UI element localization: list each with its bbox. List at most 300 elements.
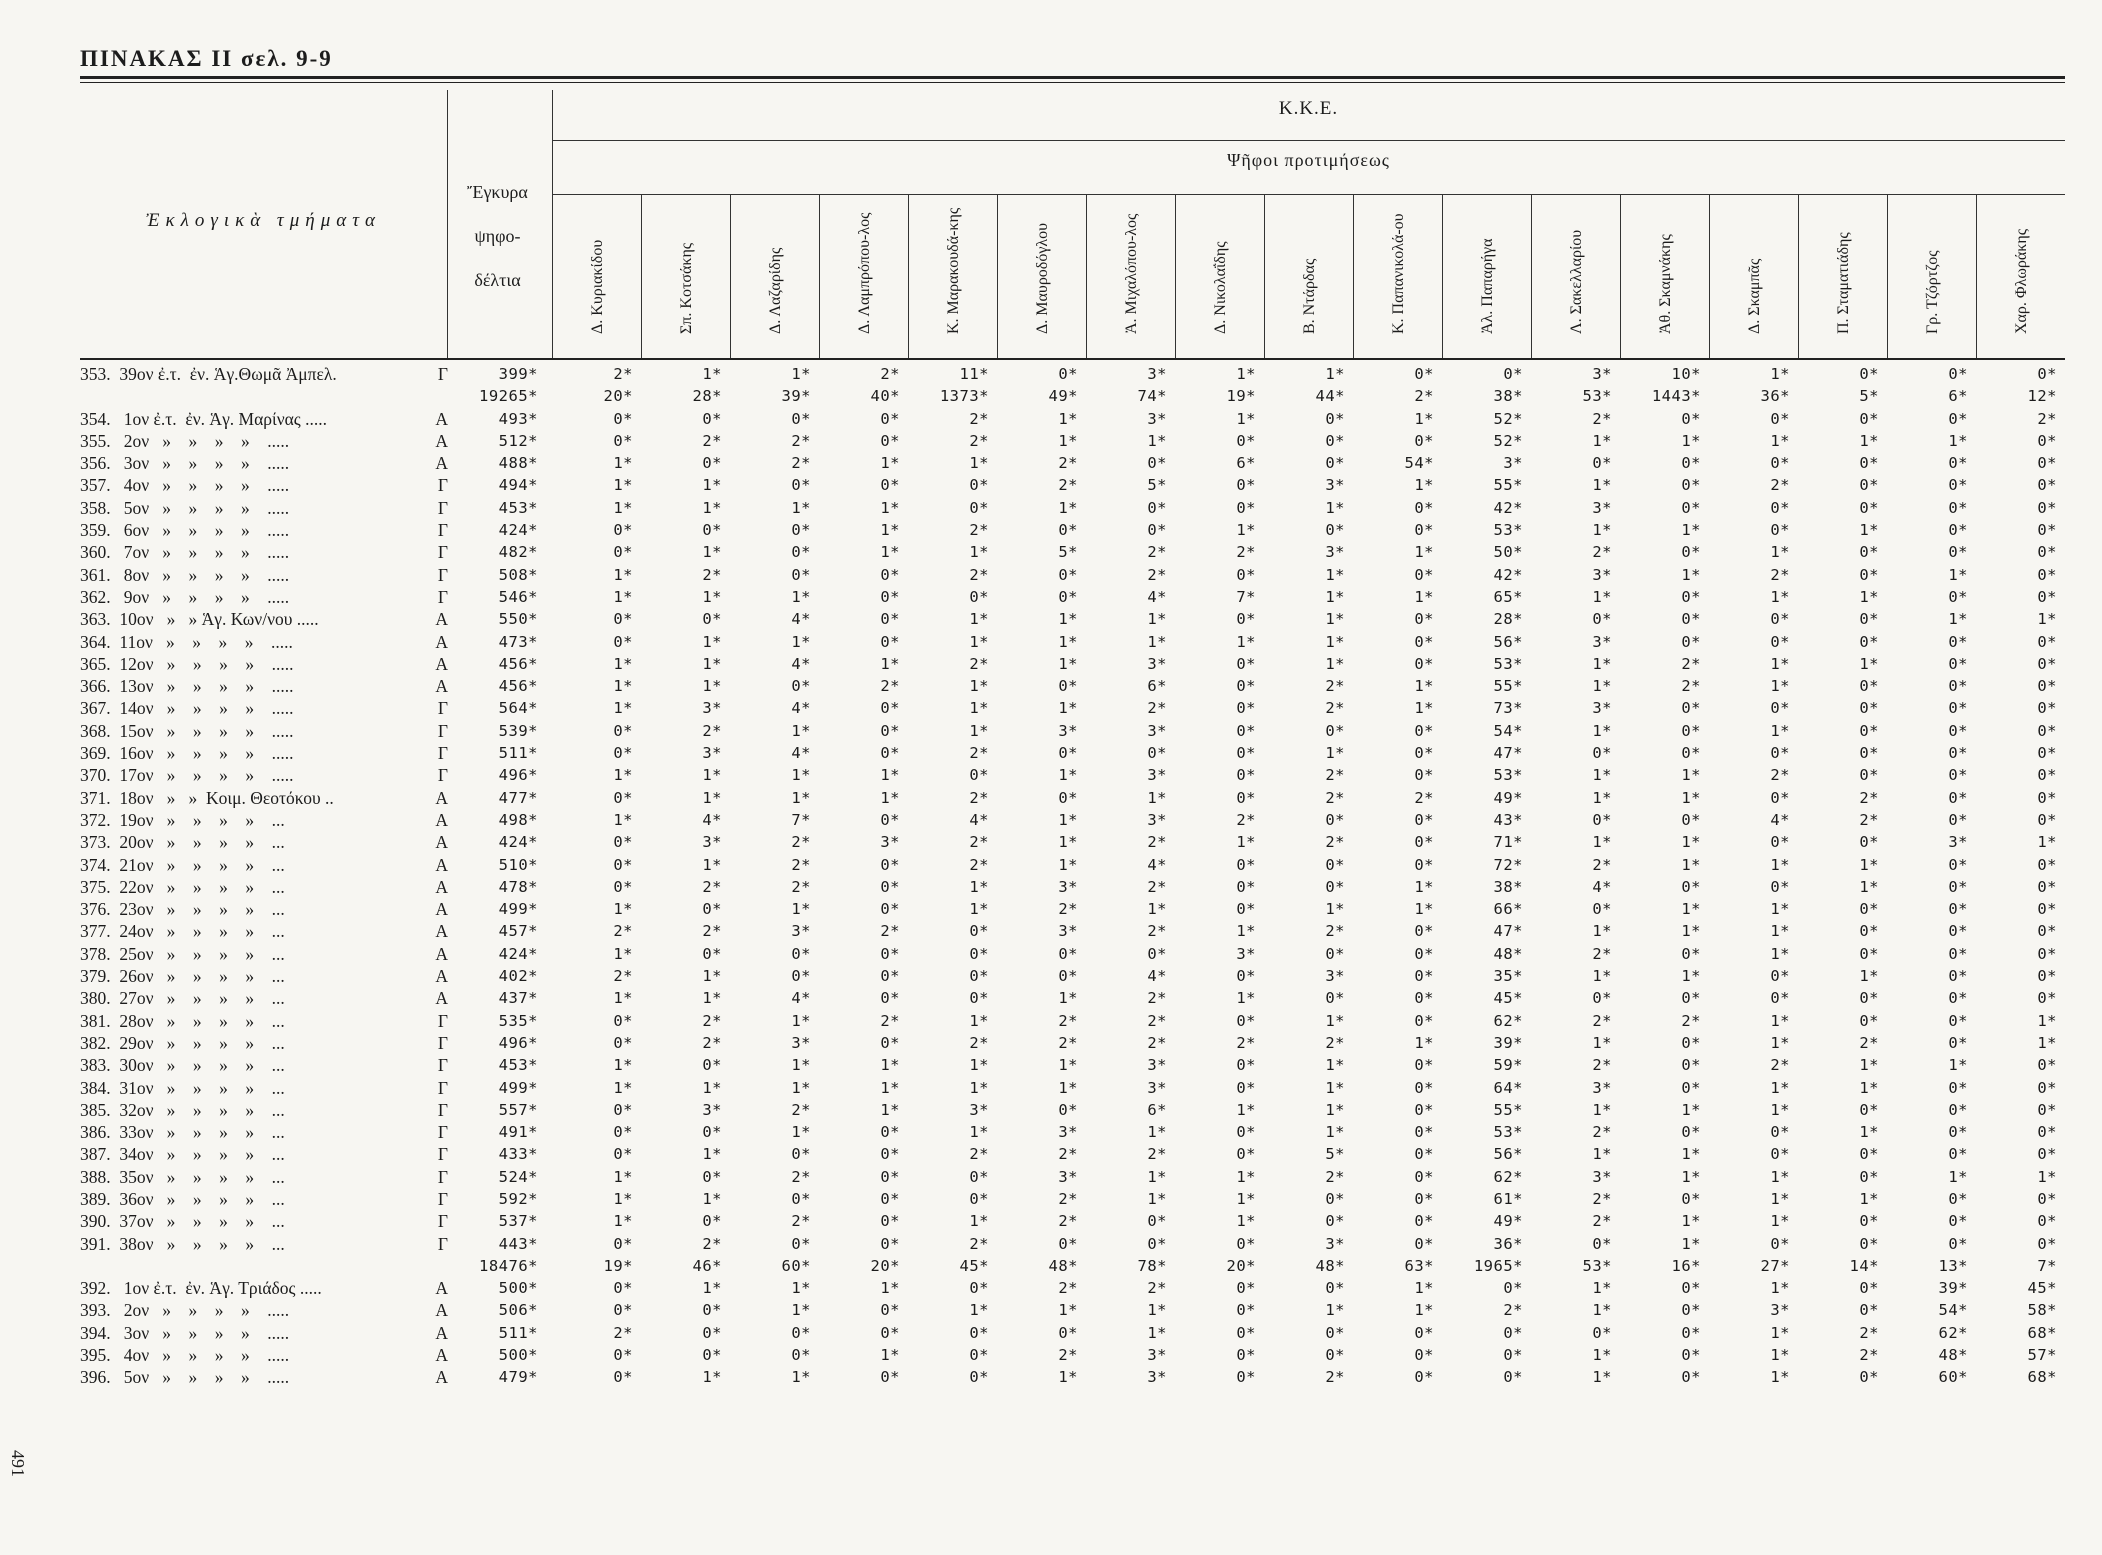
vote-cell: 1* [791, 498, 811, 517]
vote-cell: 0* [2037, 788, 2057, 807]
vote-cell: 0* [1236, 699, 1256, 718]
vote-cell: 1* [1236, 1167, 1256, 1186]
vote-cell: 1* [702, 654, 722, 673]
vote-cell: 0* [1770, 521, 1790, 540]
vote-cell: 4* [1147, 587, 1167, 606]
vote-cell: 0* [1503, 1279, 1523, 1298]
candidate-header [1175, 194, 1265, 358]
vote-cell: 71* [1493, 833, 1523, 852]
district-label-cell [80, 943, 452, 965]
candidate-header [641, 194, 731, 358]
vote-cell: 0* [1948, 543, 1968, 562]
vote-cell: 0* [2037, 1189, 2057, 1208]
vote-cell: 3* [969, 1100, 989, 1119]
vote-cell: 54* [1493, 721, 1523, 740]
district-code: Α [435, 1322, 448, 1343]
vote-cell: 1* [791, 1056, 811, 1075]
district-label-cell [80, 1188, 452, 1210]
vote-cell: 1* [1948, 610, 1968, 629]
vote-cell: 0* [613, 721, 633, 740]
valid-ballots-cell: 488* [498, 454, 538, 473]
vote-cell: 0* [1948, 699, 1968, 718]
vote-cell: 1* [702, 1368, 722, 1387]
vote-cell: 0* [702, 1346, 722, 1365]
vote-cell: 2* [1325, 699, 1345, 718]
vote-cell: 0* [1859, 409, 1879, 428]
district-label: 358. 5ον » » » » ..... [80, 497, 290, 518]
district-label: 363. 10ον » » Ἁγ. Κων/νου ..... [80, 609, 319, 630]
district-code: Α [435, 966, 448, 987]
vote-cell: 1* [1770, 677, 1790, 696]
valid-ballots-cell: 500* [498, 1279, 538, 1298]
vote-cell: 3* [1236, 944, 1256, 963]
vote-cell: 1* [613, 677, 633, 696]
vote-cell: 47* [1493, 922, 1523, 941]
table-row [80, 764, 2065, 786]
vote-cell: 3* [702, 699, 722, 718]
vote-cell: 1* [1147, 431, 1167, 450]
vote-cell: 1* [1859, 654, 1879, 673]
valid-ballots-cell: 18476* [479, 1256, 538, 1275]
district-label-cell [80, 1210, 452, 1232]
vote-cell: 0* [1325, 454, 1345, 473]
district-code: Γ [437, 1188, 448, 1209]
vote-cell: 0* [1948, 788, 1968, 807]
vote-cell: 53* [1493, 1123, 1523, 1142]
vote-cell: 0* [1681, 989, 1701, 1008]
vote-cell: 2* [613, 365, 633, 383]
valid-ballots-cell: 482* [498, 543, 538, 562]
district-label-cell [80, 474, 452, 496]
vote-cell: 0* [880, 587, 900, 606]
vote-cell: 0* [1236, 1301, 1256, 1320]
district-label-cell [80, 1143, 452, 1165]
vote-cell: 0* [1414, 967, 1434, 986]
district-label-cell [80, 1277, 452, 1299]
valid-ballots-cell: 443* [498, 1234, 538, 1253]
vote-cell: 0* [880, 989, 900, 1008]
vote-cell: 1* [702, 788, 722, 807]
vote-cell: 3* [1058, 1123, 1078, 1142]
valid-ballots-cell: 510* [498, 855, 538, 874]
vote-cell: 2* [969, 431, 989, 450]
vote-cell: 0* [1058, 521, 1078, 540]
vote-cell: 42* [1493, 498, 1523, 517]
vote-cell: 1* [613, 900, 633, 919]
vote-cell: 2* [2037, 409, 2057, 428]
table-row [80, 519, 2065, 541]
table-row [80, 1077, 2065, 1099]
vote-cell: 1* [702, 677, 722, 696]
vote-cell: 0* [1859, 498, 1879, 517]
vote-cell: 0* [880, 565, 900, 584]
vote-cell: 1* [613, 498, 633, 517]
vote-cell: 2* [1592, 1189, 1612, 1208]
vote-cell: 1* [1147, 610, 1167, 629]
vote-cell: 0* [1770, 1123, 1790, 1142]
vote-cell: 0* [1414, 944, 1434, 963]
vote-cell: 0* [880, 1301, 900, 1320]
vote-cell: 1* [1236, 1189, 1256, 1208]
valid-ballots-cell: 457* [498, 922, 538, 941]
vote-cell: 0* [1859, 833, 1879, 852]
district-code: Α [435, 899, 448, 920]
valid-ballots-line-1: Ἔγκυρα [467, 182, 528, 202]
vote-cell: 1* [1770, 900, 1790, 919]
vote-cell: 1* [1236, 409, 1256, 428]
vote-cell: 1* [1681, 1145, 1701, 1164]
vote-cell: 2* [1414, 387, 1434, 406]
top-rule [80, 76, 2065, 79]
district-label-cell [80, 764, 452, 786]
vote-cell: 0* [1503, 1323, 1523, 1342]
vote-cell: 3* [1592, 498, 1612, 517]
candidate-header [1887, 194, 1977, 358]
vote-cell: 1* [969, 454, 989, 473]
vote-cell: 0* [2037, 1145, 2057, 1164]
table-row [80, 1143, 2065, 1165]
vote-cell: 0* [1681, 699, 1701, 718]
vote-cell: 0* [2037, 1234, 2057, 1253]
district-label-cell [80, 742, 452, 764]
vote-cell: 0* [1592, 989, 1612, 1008]
vote-cell: 2* [702, 721, 722, 740]
vote-cell: 1* [880, 766, 900, 785]
district-code: Γ [437, 564, 448, 585]
district-label: 357. 4ον » » » » ..... [80, 475, 290, 496]
district-code: Γ [437, 720, 448, 741]
vote-cell: 1* [969, 877, 989, 896]
vote-cell: 0* [613, 788, 633, 807]
valid-ballots-cell: 506* [498, 1301, 538, 1320]
vote-cell: 0* [1859, 632, 1879, 651]
vote-cell: 1* [1770, 922, 1790, 941]
vote-cell: 0* [613, 632, 633, 651]
total-row [80, 1255, 2065, 1277]
vote-cell: 0* [1414, 610, 1434, 629]
vote-cell: 2* [1147, 1279, 1167, 1298]
vote-cell: 4* [702, 810, 722, 829]
vote-cell: 0* [1770, 788, 1790, 807]
district-code: Γ [437, 1077, 448, 1098]
vote-cell: 42* [1493, 565, 1523, 584]
table-row [80, 1299, 2065, 1321]
vote-cell: 3* [1325, 1234, 1345, 1253]
vote-cell: 1* [880, 654, 900, 673]
vote-cell: 0* [1325, 409, 1345, 428]
vote-cell: 1* [1147, 900, 1167, 919]
table-row [80, 430, 2065, 452]
vote-cell: 1* [791, 1279, 811, 1298]
vote-cell: 0* [1147, 498, 1167, 517]
district-code: Γ [437, 520, 448, 541]
valid-ballots-cell: 499* [498, 900, 538, 919]
vote-cell: 1* [880, 521, 900, 540]
vote-cell: 2* [1592, 1011, 1612, 1030]
vote-cell: 2* [1770, 1056, 1790, 1075]
district-code: Α [435, 676, 448, 697]
vote-cell: 3* [1147, 810, 1167, 829]
table-row [80, 452, 2065, 474]
vote-cell: 0* [1948, 877, 1968, 896]
vote-cell: 0* [969, 1167, 989, 1186]
vote-cell: 0* [1681, 632, 1701, 651]
table-row [80, 854, 2065, 876]
table-row [80, 1210, 2065, 1232]
vote-cell: 2* [791, 855, 811, 874]
vote-cell: 1* [702, 498, 722, 517]
vote-cell: 1* [1859, 1078, 1879, 1097]
vote-cell: 0* [1503, 1346, 1523, 1365]
vote-cell: 0* [791, 1145, 811, 1164]
vote-cell: 0* [791, 521, 811, 540]
vote-cell: 55* [1493, 1100, 1523, 1119]
vote-cell: 0* [1058, 944, 1078, 963]
vote-cell: 12* [2027, 387, 2057, 406]
vote-cell: 1* [702, 365, 722, 383]
vote-cell: 2* [1325, 788, 1345, 807]
vote-cell: 0* [1770, 833, 1790, 852]
valid-ballots-cell: 498* [498, 810, 538, 829]
vote-cell: 1* [969, 900, 989, 919]
vote-cell: 56* [1493, 632, 1523, 651]
vote-cell: 0* [2037, 944, 2057, 963]
valid-ballots-cell: 537* [498, 1212, 538, 1231]
candidate-header [1264, 194, 1354, 358]
vote-cell: 1* [1414, 900, 1434, 919]
vote-cell: 0* [702, 610, 722, 629]
vote-cell: 0* [2037, 543, 2057, 562]
vote-cell: 0* [791, 543, 811, 562]
district-label-cell [80, 586, 452, 608]
vote-cell: 0* [880, 1145, 900, 1164]
vote-cell: 3* [1592, 1078, 1612, 1097]
vote-cell: 0* [880, 967, 900, 986]
vote-cell: 1443* [1651, 387, 1701, 406]
vote-cell: 1* [969, 543, 989, 562]
vote-cell: 4* [1147, 967, 1167, 986]
vote-cell: 1* [702, 766, 722, 785]
district-label-cell [80, 1233, 452, 1255]
vote-cell: 2* [1058, 1033, 1078, 1052]
vote-cell: 27* [1760, 1256, 1790, 1275]
vote-cell: 1* [1058, 855, 1078, 874]
vote-cell: 1* [1325, 632, 1345, 651]
vote-cell: 0* [2037, 766, 2057, 785]
valid-ballots-cell: 19265* [479, 387, 538, 406]
district-label: 384. 31ον » » » » ... [80, 1077, 285, 1098]
vote-cell: 0* [1681, 944, 1701, 963]
vote-cell: 3* [1147, 721, 1167, 740]
vote-cell: 1* [702, 543, 722, 562]
vote-cell: 53* [1493, 766, 1523, 785]
vote-cell: 1* [1414, 699, 1434, 718]
vote-cell: 0* [1681, 877, 1701, 896]
vote-cell: 16* [1671, 1256, 1701, 1275]
district-label-cell [80, 787, 452, 809]
vote-cell: 0* [1859, 721, 1879, 740]
vote-cell: 0* [1058, 1100, 1078, 1119]
vote-cell: 0* [791, 1189, 811, 1208]
district-label: 364. 11ον » » » » ..... [80, 631, 293, 652]
vote-cell: 0* [1325, 1346, 1345, 1365]
table-row [80, 720, 2065, 742]
vote-cell: 53* [1582, 1256, 1612, 1275]
vote-cell: 2* [613, 1323, 633, 1342]
page-title: ΠΙΝΑΚΑΣ ΙΙ σελ. 9-9 [80, 46, 333, 71]
vote-cell: 0* [880, 855, 900, 874]
vote-cell: 1* [1414, 877, 1434, 896]
vote-cell: 0* [1859, 1279, 1879, 1298]
vote-cell: 1* [969, 1301, 989, 1320]
vote-cell: 0* [1859, 1100, 1879, 1119]
vote-cell: 2* [1147, 1033, 1167, 1052]
vote-cell: 0* [2037, 721, 2057, 740]
vote-cell: 1* [1236, 365, 1256, 383]
vote-cell: 1* [880, 498, 900, 517]
vote-cell: 0* [1859, 454, 1879, 473]
vote-cell: 0* [1592, 744, 1612, 763]
vote-cell: 0* [613, 1301, 633, 1320]
vote-cell: 3* [1147, 766, 1167, 785]
vote-cell: 0* [969, 989, 989, 1008]
vote-cell: 0* [1414, 1123, 1434, 1142]
vote-cell: 2* [791, 833, 811, 852]
vote-cell: 2* [1325, 1033, 1345, 1052]
vote-cell: 1* [1325, 587, 1345, 606]
vote-cell: 3* [1058, 1167, 1078, 1186]
vote-cell: 0* [1859, 565, 1879, 584]
vote-cell: 2* [702, 1011, 722, 1030]
vote-cell: 1* [613, 810, 633, 829]
vote-cell: 1* [791, 1368, 811, 1387]
vote-cell: 0* [1236, 1078, 1256, 1097]
vote-cell: 3* [1147, 409, 1167, 428]
vote-cell: 0* [1414, 1145, 1434, 1164]
vote-cell: 1* [1414, 587, 1434, 606]
vote-cell: 0* [1948, 721, 1968, 740]
candidate-name: Κ. Παπανικολά-ου [1389, 213, 1407, 334]
vote-cell: 0* [1770, 877, 1790, 896]
vote-cell: 3* [1058, 922, 1078, 941]
valid-ballots-cell: 424* [498, 833, 538, 852]
vote-cell: 0* [791, 476, 811, 495]
vote-cell: 1* [1770, 1189, 1790, 1208]
vote-cell: 0* [1325, 1279, 1345, 1298]
vote-cell: 10* [1671, 365, 1701, 383]
vote-cell: 3* [1503, 454, 1523, 473]
vote-cell: 2* [969, 788, 989, 807]
vote-cell: 1* [1147, 1323, 1167, 1342]
vote-cell: 0* [1236, 1011, 1256, 1030]
vote-cell: 0* [1236, 766, 1256, 785]
vote-cell: 1* [1948, 565, 1968, 584]
district-code: Γ [437, 1055, 448, 1076]
vote-cell: 1* [1681, 855, 1701, 874]
candidate-name: Δ. Σκαμπᾶς [1745, 258, 1763, 334]
vote-cell: 2* [1147, 922, 1167, 941]
vote-cell: 1* [1236, 632, 1256, 651]
vote-cell: 0* [1948, 1234, 1968, 1253]
table-row [80, 1366, 2065, 1388]
vote-cell: 2* [1859, 1346, 1879, 1365]
vote-cell: 0* [880, 1368, 900, 1387]
district-label-cell [80, 965, 452, 987]
results-table-body [80, 363, 2065, 1389]
vote-cell: 58* [2027, 1301, 2057, 1320]
vote-cell: 0* [2037, 498, 2057, 517]
vote-cell: 0* [880, 877, 900, 896]
vote-cell: 6* [1236, 454, 1256, 473]
vote-cell: 48* [1493, 944, 1523, 963]
valid-ballots-cell: 535* [498, 1011, 538, 1030]
valid-ballots-cell: 424* [498, 944, 538, 963]
vote-cell: 1* [1236, 922, 1256, 941]
vote-cell: 39* [781, 387, 811, 406]
vote-cell: 2* [1236, 810, 1256, 829]
valid-ballots-cell: 499* [498, 1078, 538, 1097]
vote-cell: 2* [1058, 1279, 1078, 1298]
vote-cell: 0* [1592, 900, 1612, 919]
vote-cell: 2* [1147, 1011, 1167, 1030]
vote-cell: 1* [1770, 944, 1790, 963]
vote-cell: 0* [2037, 521, 2057, 540]
vote-cell: 0* [1948, 989, 1968, 1008]
district-label: 371. 18ον » » Κοιμ. Θεοτόκου .. [80, 787, 334, 808]
vote-cell: 1* [1681, 900, 1701, 919]
vote-cell: 0* [1325, 877, 1345, 896]
vote-cell: 48* [1938, 1346, 1968, 1365]
candidate-name: Γρ. Τζόρτζος [1923, 250, 1941, 334]
vote-cell: 1* [1592, 1145, 1612, 1164]
district-label-cell [80, 1121, 452, 1143]
vote-cell: 0* [1414, 632, 1434, 651]
district-label-cell [80, 1322, 452, 1344]
vote-cell: 0* [1681, 1056, 1701, 1075]
vote-cell: 0* [613, 1011, 633, 1030]
vote-cell: 0* [1325, 521, 1345, 540]
vote-cell: 0* [880, 632, 900, 651]
vote-cell: 0* [1058, 967, 1078, 986]
vote-cell: 0* [2037, 476, 2057, 495]
vote-cell: 1* [880, 1346, 900, 1365]
district-label: 390. 37ον » » » » ... [80, 1211, 285, 1232]
table-header [80, 90, 2065, 360]
vote-cell: 3* [1325, 543, 1345, 562]
district-label-cell [80, 631, 452, 653]
vote-cell: 36* [1760, 387, 1790, 406]
vote-cell: 0* [1414, 766, 1434, 785]
district-label: 388. 35ον » » » » ... [80, 1166, 285, 1187]
candidate-name: Ἀ. Μιχαλόπου-λος [1122, 213, 1140, 334]
vote-cell: 1* [613, 476, 633, 495]
vote-cell: 4* [791, 654, 811, 673]
vote-cell: 3* [791, 1033, 811, 1052]
district-label-cell [80, 720, 452, 742]
vote-cell: 2* [1592, 409, 1612, 428]
vote-cell: 2* [1681, 677, 1701, 696]
vote-cell: 0* [969, 944, 989, 963]
vote-cell: 1* [1414, 1033, 1434, 1052]
district-code: Α [435, 631, 448, 652]
vote-cell: 0* [2037, 565, 2057, 584]
district-label: 365. 12ον » » » » ..... [80, 653, 294, 674]
vote-cell: 55* [1493, 677, 1523, 696]
vote-cell: 1* [791, 365, 811, 383]
vote-cell: 1* [1592, 721, 1612, 740]
vote-cell: 0* [1948, 654, 1968, 673]
vote-cell: 0* [613, 1368, 633, 1387]
